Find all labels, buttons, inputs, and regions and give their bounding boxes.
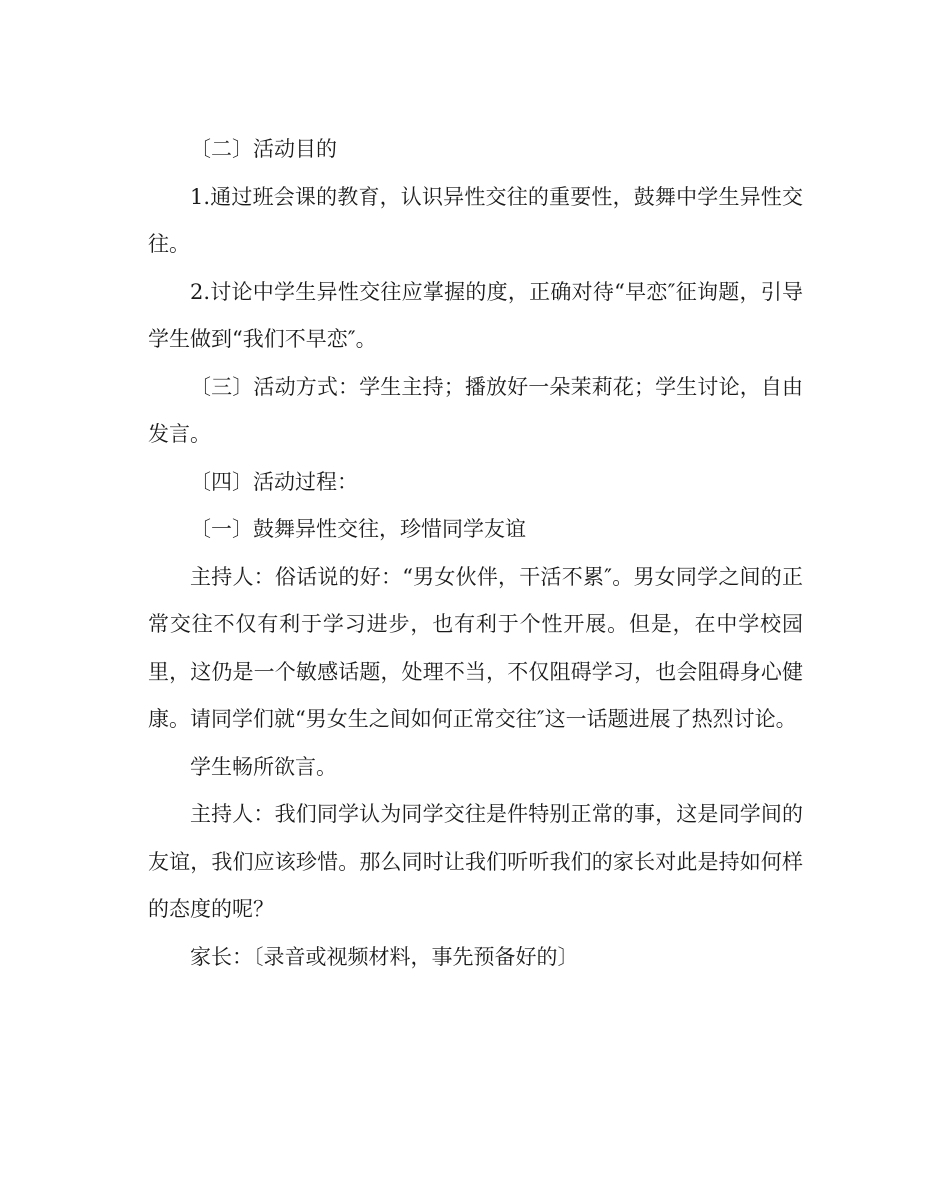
section-heading-method: 〔三〕活动方式：学生主持；播放好一朵茉莉花；学生讨论，自由发言。 <box>148 374 803 446</box>
host-speech-2: 主持人：我们同学认为同学交往是件特别正常的事，这是同学间的友谊，我们应该珍惜。那么同时让我们听听我们的家长对此是持如何样的态度的呢？ <box>148 802 803 921</box>
subsection-heading-1: 〔一〕鼓舞异性交往，珍惜同学友谊 <box>190 517 526 541</box>
objective-item-1: 1.通过班会课的教育，认识异性交往的重要性，鼓舞中学生异性交往。 <box>148 184 803 256</box>
host-speech-1: 主持人：俗话说的好：“男女伙伴，干活不累″。男女同学之间的正常交往不仅有利于学习进步，也有利于个性开展。但是，在中学校园里，这仍是一个敏感话题，处理不当，不仅阻碍学习，也会阻碍身心健康。请同学们就“男女生之间如何正常交往″这一话题进展了热烈讨论。 <box>148 564 803 731</box>
section-heading-objectives: 〔二〕活动目的 <box>190 137 337 161</box>
objective-item-2: 2.讨论中学生异性交往应掌握的度，正确对待“早恋″征询题，引导学生做到“我们不早恋″。 <box>148 279 803 351</box>
section-heading-process: 〔四〕活动过程： <box>190 469 358 494</box>
student-response: 学生畅所欲言。 <box>190 754 337 779</box>
document-body <box>148 126 803 981</box>
parent-response: 家长：〔录音或视频材料，事先预备好的〕 <box>190 944 579 969</box>
